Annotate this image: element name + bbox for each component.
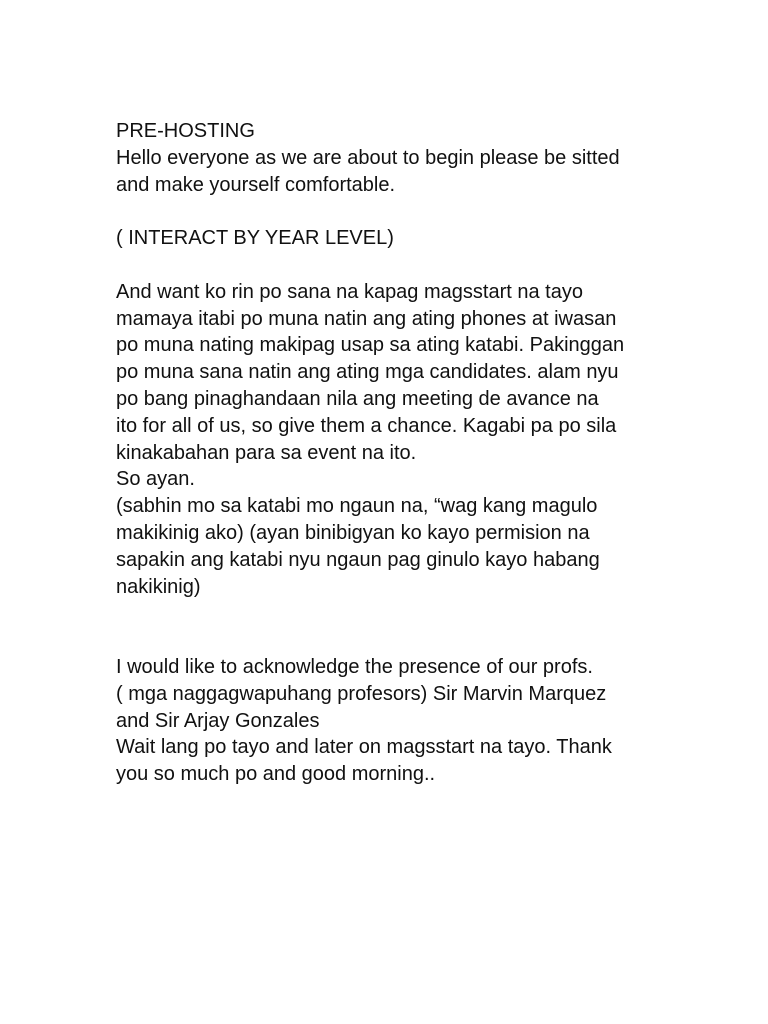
paragraph-line: po bang pinaghandaan nila ang meeting de avance na <box>116 387 599 410</box>
paragraph-line: ( mga naggagwapuhang profesors) Sir Marvin Marquez <box>116 682 607 705</box>
paragraph-line: sapakin ang katabi nyu ngaun pag ginulo kayo habang <box>116 548 600 571</box>
paragraph-line: makikinig ako) (ayan binibigyan ko kayo permision na <box>116 521 590 544</box>
paragraph-line: Wait lang po tayo and later on magsstart na tayo. Thank <box>116 736 612 759</box>
document-body <box>116 118 676 788</box>
paragraph-line: (sabhin mo sa katabi mo ngaun na, “wag kang magulo <box>116 495 598 518</box>
blank-line <box>116 252 676 279</box>
blank-line <box>116 198 676 225</box>
blank-line <box>116 627 676 654</box>
paragraph-line: and Sir Arjay Gonzales <box>116 709 320 732</box>
interact-note: ( INTERACT BY YEAR LEVEL) <box>116 227 394 250</box>
intro-line: Hello everyone as we are about to begin please be sitted <box>116 146 620 169</box>
intro-line: and make yourself comfortable. <box>116 173 396 196</box>
paragraph-line: nakikinig) <box>116 575 201 598</box>
document-heading: PRE-HOSTING <box>116 120 255 142</box>
paragraph-line: I would like to acknowledge the presence of our profs. <box>116 655 593 678</box>
paragraph-line: ito for all of us, so give them a chance. Kagabi pa po sila <box>116 414 617 437</box>
paragraph-line: mamaya itabi po muna natin ang ating phones at iwasan <box>116 307 617 330</box>
paragraph-line: you so much po and good morning.. <box>116 763 436 786</box>
paragraph-line: po muna sana natin ang ating mga candidates. alam nyu <box>116 361 619 384</box>
paragraph-line: So ayan. <box>116 468 195 491</box>
paragraph-line: kinakabahan para sa event na ito. <box>116 441 417 464</box>
paragraph-line: And want ko rin po sana na kapag magsstart na tayo <box>116 280 583 303</box>
blank-line <box>116 600 676 627</box>
paragraph-line: po muna nating makipag usap sa ating katabi. Pakinggan <box>116 334 625 357</box>
